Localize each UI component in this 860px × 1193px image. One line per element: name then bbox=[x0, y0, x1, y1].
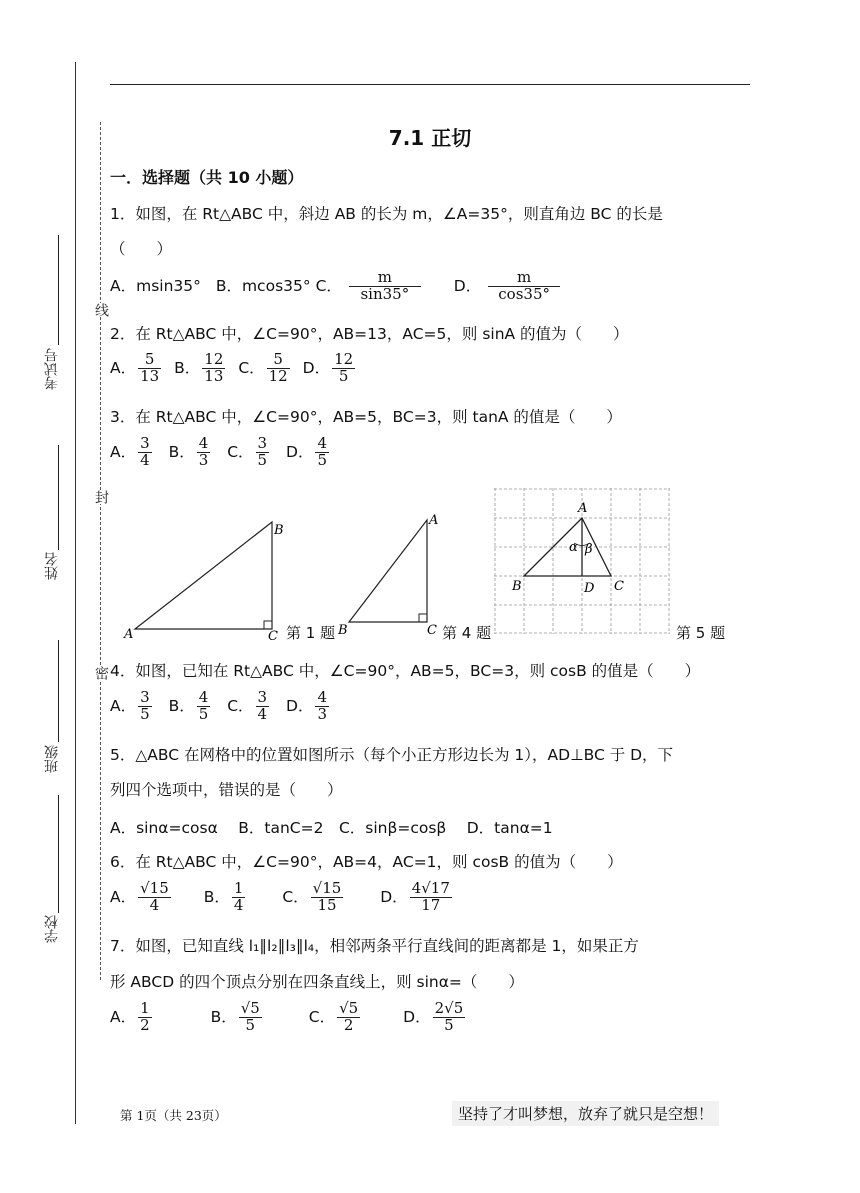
fig4-label-a: A bbox=[429, 513, 439, 528]
seal-dotted-line bbox=[100, 122, 101, 980]
sidebar-blank-line bbox=[58, 795, 59, 913]
q4-option-c: C． $\frac{3}{4}$ bbox=[227, 688, 268, 723]
q1-option-c-fraction: $\frac{m}{\sin 35^\circ}$ bbox=[349, 270, 421, 303]
question-5-text-line2: 列四个选项中，错误的是（ ） bbox=[110, 781, 343, 799]
fig4-label-c: C bbox=[427, 623, 437, 638]
q6-option-d: D． $\frac{4√17}{17}$ bbox=[380, 879, 450, 914]
figure-5-grid bbox=[494, 488, 672, 634]
question-3-text: 3．在 Rt△ABC 中，∠C=90°，AB=5，BC=3，则 tanA 的值是（ ） bbox=[110, 408, 622, 426]
figure-4-caption: 第 4 题 bbox=[442, 624, 492, 642]
fig5-label-alpha: α bbox=[569, 540, 578, 555]
question-6-options bbox=[110, 881, 454, 914]
q2-option-a: A． $\frac{5}{13}$ bbox=[110, 350, 160, 385]
q2-option-c: C． $\frac{5}{12}$ bbox=[238, 350, 288, 385]
question-2-options bbox=[110, 352, 357, 385]
fig5-label-a: A bbox=[578, 501, 588, 516]
q7-option-a: A． $\frac{1}{2}$ bbox=[110, 999, 150, 1034]
q6-option-c: C． $\frac{√15}{15}$ bbox=[282, 879, 342, 914]
q1-option-d-fraction: $\frac{m}{\cos 35^\circ}$ bbox=[488, 270, 560, 303]
q1-option-d-label: D． bbox=[453, 276, 482, 295]
figure-1-triangle bbox=[120, 512, 300, 642]
question-1-paren: （ ） bbox=[110, 240, 173, 258]
q2-option-b: B． $\frac{12}{13}$ bbox=[174, 350, 224, 385]
figure-1-caption: 第 1 题 bbox=[286, 624, 336, 642]
q7-option-d: D． $\frac{2√5}{5}$ bbox=[403, 999, 464, 1034]
fig5-label-c: C bbox=[614, 579, 624, 594]
q7-option-b: B． $\frac{√5}{5}$ bbox=[210, 999, 260, 1034]
question-3-options bbox=[110, 436, 331, 469]
q3-option-b: B． $\frac{4}{3}$ bbox=[168, 434, 209, 469]
fig5-label-b: B bbox=[512, 579, 522, 594]
fig4-label-b: B bbox=[338, 623, 348, 638]
fig5-label-beta: β bbox=[585, 542, 593, 557]
question-7-options bbox=[110, 1001, 467, 1034]
q7-option-c: C． $\frac{√5}{2}$ bbox=[308, 999, 359, 1034]
page-title: 7.1 正切 bbox=[388, 126, 472, 150]
question-2-text: 2．在 Rt△ABC 中，∠C=90°，AB=13，AC=5，则 sinA 的值为（ ） bbox=[110, 325, 629, 343]
fig1-label-b: B bbox=[274, 523, 284, 538]
question-6-text: 6．在 Rt△ABC 中，∠C=90°，AB=4，AC=1，则 cosB 的值为（ ） bbox=[110, 853, 623, 871]
q3-option-a: A． $\frac{3}{4}$ bbox=[110, 434, 150, 469]
question-7-text-line1: 7．如图，已知直线 l₁∥l₂∥l₃∥l₄，相邻两条平行直线间的距离都是 1，如果正方 bbox=[110, 937, 639, 955]
q6-option-b: B． $\frac{1}{4}$ bbox=[203, 879, 244, 914]
q1-option-b: B．mcos35° bbox=[215, 276, 311, 295]
binding-margin-line bbox=[75, 62, 76, 1124]
fig1-label-a: A bbox=[124, 627, 134, 642]
sidebar-label-exam-no: 考试号 bbox=[44, 348, 60, 390]
q2-option-d: D． $\frac{12}{5}$ bbox=[302, 350, 354, 385]
sidebar-blank-line bbox=[58, 445, 59, 550]
q4-option-d: D． $\frac{4}{3}$ bbox=[286, 688, 328, 723]
sidebar-label-name: 姓名 bbox=[44, 552, 60, 580]
question-4-options bbox=[110, 690, 331, 723]
figure-5-caption: 第 5 题 bbox=[676, 624, 726, 642]
question-1-options bbox=[110, 270, 562, 303]
seal-char-feng: 封 bbox=[93, 490, 109, 504]
q1-option-c-label: C． bbox=[315, 276, 342, 295]
question-7-text-line2: 形 ABCD 的四个顶点分别在四条直线上，则 sinα=（ ） bbox=[110, 973, 524, 991]
sidebar-label-school: 学校 bbox=[44, 915, 60, 943]
q4-option-b: B． $\frac{4}{5}$ bbox=[168, 688, 209, 723]
q4-option-a: A． $\frac{3}{5}$ bbox=[110, 688, 150, 723]
question-1-text: 1．如图，在 Rt△ABC 中，斜边 AB 的长为 m，∠A=35°，则直角边 BC 的长是 bbox=[110, 205, 663, 223]
header-rule bbox=[110, 84, 750, 85]
q3-option-d: D． $\frac{4}{5}$ bbox=[286, 434, 328, 469]
question-5-text-line1: 5．△ABC 在网格中的位置如图所示（每个小正方形边长为 1），AD⊥BC 于 D，下 bbox=[110, 746, 674, 764]
section-heading: 一．选择题（共 10 小题） bbox=[110, 168, 304, 187]
seal-char-mi: 密 bbox=[93, 666, 109, 680]
sidebar-blank-line bbox=[58, 235, 59, 345]
seal-char-xian: 线 bbox=[93, 303, 109, 317]
q6-option-a: A． $\frac{√15}{4}$ bbox=[110, 879, 169, 914]
question-4-text: 4．如图，已知在 Rt△ABC 中，∠C=90°，AB=5，BC=3，则 cosB 的值是（ ） bbox=[110, 662, 701, 680]
footer-motto: 坚持了才叫梦想，放弃了就只是空想！ bbox=[452, 1101, 719, 1126]
page-number: 第 1页（共 23页） bbox=[120, 1108, 227, 1123]
fig5-label-d: D bbox=[584, 581, 595, 596]
sidebar-label-class: 班级 bbox=[44, 745, 60, 773]
figure-4-triangle bbox=[335, 508, 445, 640]
q3-option-c: C． $\frac{3}{5}$ bbox=[227, 434, 268, 469]
q1-option-a: A．msin35° bbox=[110, 276, 201, 295]
sidebar-blank-line bbox=[58, 640, 59, 742]
fig1-label-c: C bbox=[268, 629, 278, 642]
question-5-options: A．sinα=cosα B．tanC=2 C．sinβ=cosβ D．tanα=1 bbox=[110, 819, 553, 837]
